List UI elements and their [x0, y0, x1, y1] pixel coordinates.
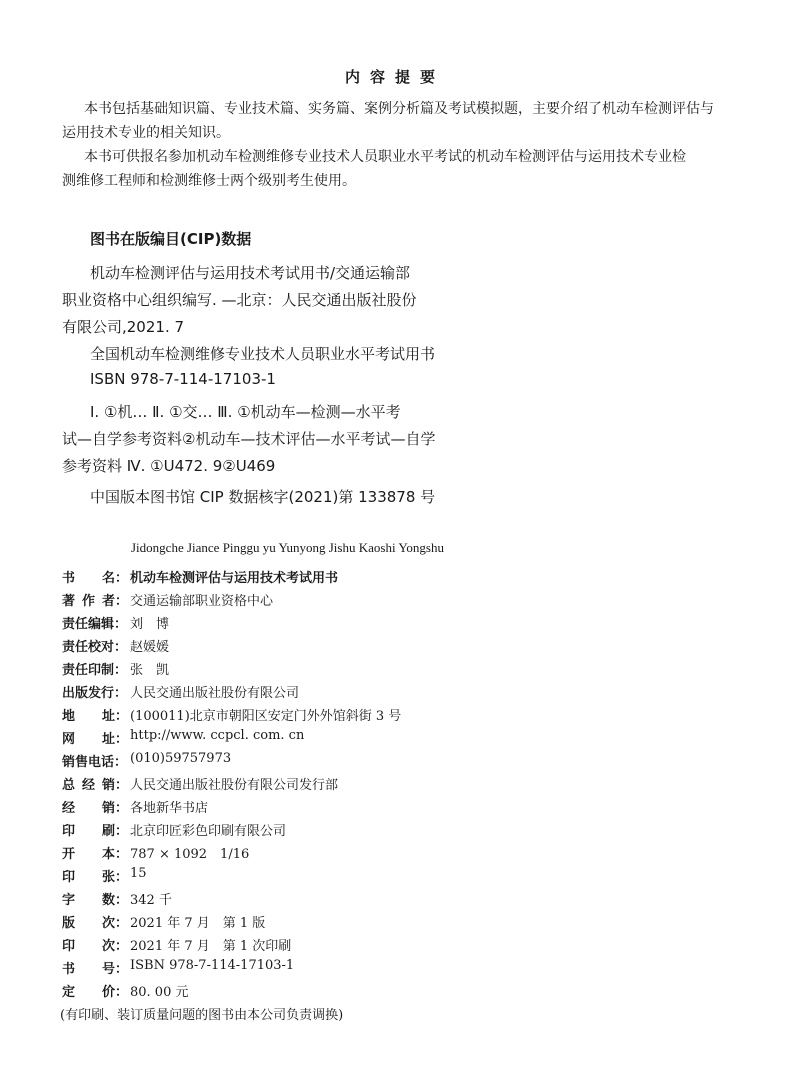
info-label: 定 价： — [62, 985, 128, 1000]
cip-line: 参考资料 Ⅳ. ①U472. 9②U469 — [62, 457, 276, 475]
summary-para2-line2: 测维修工程师和检测维修士两个级别考生使用。 — [62, 173, 356, 189]
cip-line: 有限公司,2021. 7 — [62, 318, 185, 336]
info-label: 出版发行： — [62, 686, 128, 701]
info-label: 开 本： — [62, 847, 128, 862]
info-value-author: 交通运输部职业资格中心 — [130, 594, 274, 609]
info-value-format: 787 × 1092 1/16 — [130, 847, 250, 862]
cip-line: 试—自学参考资料②机动车—技术评估—水平考试—自学 — [62, 430, 436, 448]
info-label: 版 次： — [62, 916, 128, 931]
info-value-editor: 刘 博 — [130, 617, 170, 632]
info-value-isbn: ISBN 978-7-114-17103-1 — [130, 958, 295, 973]
info-value-printing-supervisor: 张 凯 — [130, 663, 170, 678]
cip-record-number: 中国版本图书馆 CIP 数据核字(2021)第 133878 号 — [90, 488, 436, 506]
info-value-book-title: 机动车检测评估与运用技术考试用书 — [130, 571, 339, 586]
info-value-sheets: 15 — [130, 866, 147, 881]
info-label: 书 名： — [62, 571, 128, 586]
summary-para1-line2: 运用技术专业的相关知识。 — [62, 125, 230, 141]
info-value-distributor: 各地新华书店 — [130, 801, 209, 816]
summary-para1-line1: 本书包括基础知识篇、专业技术篇、实务篇、案例分析篇及考试模拟题，主要介绍了机动车检测评估与 — [84, 101, 714, 117]
info-label: 印 张： — [62, 870, 128, 885]
info-label: 责任编辑： — [62, 617, 128, 632]
info-value-price: 80. 00 元 — [130, 985, 189, 1000]
info-label: 责任印制： — [62, 663, 128, 678]
info-label: 著 作 者： — [62, 594, 128, 609]
quality-note: (有印刷、装订质量问题的图书由本公司负责调换) — [60, 1008, 344, 1023]
info-label: 字 数： — [62, 893, 128, 908]
info-label: 销售电话： — [62, 755, 128, 770]
info-value-general-distributor: 人民交通出版社股份有限公司发行部 — [130, 778, 339, 793]
info-label: 总 经 销： — [62, 778, 128, 793]
info-value-word-count: 342 千 — [130, 893, 172, 908]
info-label: 印 次： — [62, 939, 128, 954]
info-label: 经 销： — [62, 801, 128, 816]
cip-line: 全国机动车检测维修专业技术人员职业水平考试用书 — [90, 345, 436, 363]
cip-isbn: ISBN 978-7-114-17103-1 — [90, 370, 276, 388]
pinyin-title: Jidongche Jiance Pinggu yu Yunyong Jishu Kaoshi Yongshu — [131, 540, 444, 555]
info-label: 责任校对： — [62, 640, 128, 655]
info-label: 地 址： — [62, 709, 128, 724]
cip-line: 职业资格中心组织编写. —北京：人民交通出版社股份 — [62, 291, 417, 309]
info-value-proofreader: 赵媛媛 — [130, 640, 170, 655]
info-value-impression: 2021 年 7 月 第 1 次印刷 — [130, 939, 292, 954]
info-value-website: http://www. ccpcl. com. cn — [130, 728, 305, 743]
info-value-phone: (010)59757973 — [130, 751, 232, 766]
info-value-address: (100011)北京市朝阳区安定门外外馆斜街 3 号 — [130, 709, 402, 724]
summary-para2-line1: 本书可供报名参加机动车检测维修专业技术人员职业水平考试的机动车检测评估与运用技术专业检 — [84, 149, 686, 165]
info-value-edition: 2021 年 7 月 第 1 版 — [130, 916, 266, 931]
cip-heading: 图书在版编目(CIP)数据 — [90, 230, 252, 248]
cip-line: 机动车检测评估与运用技术考试用书/交通运输部 — [90, 264, 411, 282]
info-value-printer: 北京印匠彩色印刷有限公司 — [130, 824, 287, 839]
info-value-publisher: 人民交通出版社股份有限公司 — [130, 686, 300, 701]
info-label: 书 号： — [62, 962, 128, 977]
summary-title: 内容提要 — [344, 68, 445, 86]
info-label: 印 刷： — [62, 824, 128, 839]
cip-line: Ⅰ. ①机… Ⅱ. ①交… Ⅲ. ①机动车—检测—水平考 — [90, 403, 401, 421]
info-label: 网 址： — [62, 732, 128, 747]
